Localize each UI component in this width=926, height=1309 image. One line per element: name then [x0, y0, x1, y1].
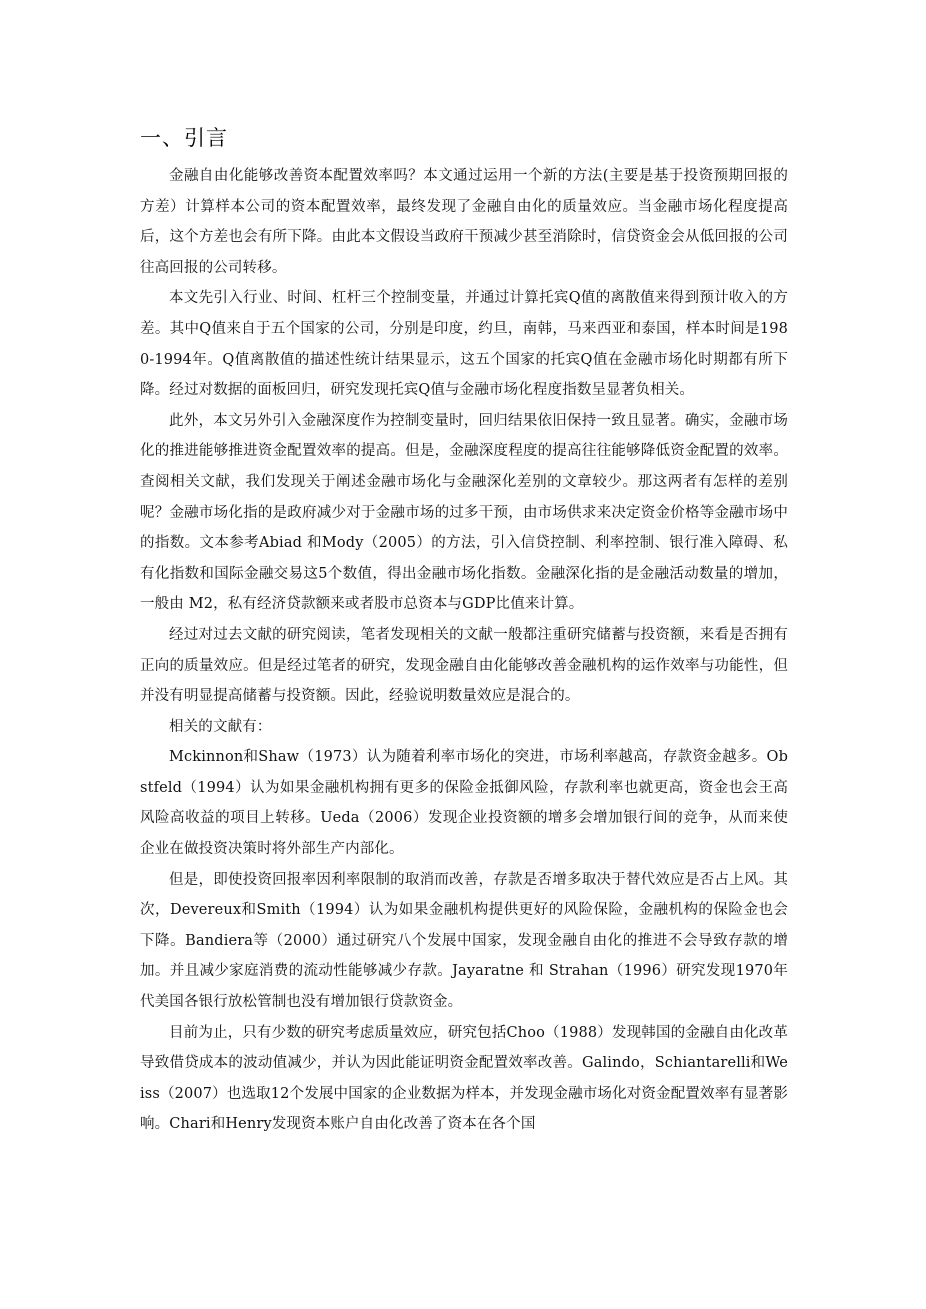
- paragraph-4: 经过对过去文献的研究阅读，笔者发现相关的文献一般都注重研究储蓄与投资额，来看是否拥有正向的质量效应。但是经过笔者的研究，发现金融自由化能够改善金融机构的运作效率与功能性，但并没有明显提高储蓄与投资额。因此，经验说明数量效应是混合的。: [140, 626, 788, 705]
- paragraph-8: 目前为止，只有少数的研究考虑质量效应，研究包括Choo（1988）发现韩国的金融自由化改革导致借贷成本的波动值减少，并认为因此能证明资金配置效率改善。Galindo，Schiantarelli和Weiss（2007）也选取12个发展中国家的企业数据为样本，并发现金融市场化对资金配置效率有显著影响。Chari和Henry发现资本账户自由化改善了资本在各个国: [140, 1024, 788, 1133]
- paragraph-3: 此外，本文另外引入金融深度作为控制变量时，回归结果依旧保持一致且显著。确实，金融市场化的推进能够推进资金配置效率的提高。但是，金融深度程度的提高往往能够降低资金配置的效率。查阅相关文献，我们发现关于阐述金融市场化与金融深化差别的文章较少。那这两者有怎样的差别呢？金融市场化指的是政府减少对于金融市场的过多干预，由市场供求来决定资金价格等金融市场中的指数。文本参考Abiad 和Mody（2005）的方法，引入信贷控制、利率控制、银行准入障碍、私有化指数和国际金融交易这5个数值，得出金融市场化指数。金融深化指的是金融活动数量的增加，一般由 M2，私有经济贷款额来或者股市总资本与GDP比值来计算。: [140, 412, 788, 613]
- section-heading: 一、引言: [140, 126, 228, 150]
- body-text: [140, 161, 788, 1140]
- paragraph-7: 但是，即使投资回报率因利率限制的取消而改善，存款是否增多取决于替代效应是否占上风。其次，Devereux和Smith（1994）认为如果金融机构提供更好的风险保险，金融机构的保险金也会下降。Bandiera等（2000）通过研究八个发展中国家，发现金融自由化的推进不会导致存款的增加。并且减少家庭消费的流动性能够减少存款。Jayaratne 和 Strahan（1996）研究发现1970年代美国各银行放松管制也没有增加银行贷款资金。: [140, 871, 788, 1011]
- paragraph-1: 金融自由化能够改善资本配置效率吗？本文通过运用一个新的方法(主要是基于投资预期回报的方差）计算样本公司的资本配置效率，最终发现了金融自由化的质量效应。当金融市场化程度提高后，这个方差也会有所下降。由此本文假设当政府干预减少甚至消除时，信贷资金会从低回报的公司往高回报的公司转移。: [140, 168, 788, 276]
- paragraph-2: 本文先引入行业、时间、杠杆三个控制变量，并通过计算托宾Q值的离散值来得到预计收入的方差。其中Q值来自于五个国家的公司，分别是印度，约旦，南韩，马来西亚和泰国，样本时间是1980-1994年。Q值离散值的描述性统计结果显示，这五个国家的托宾Q值在金融市场化时期都有所下降。经过对数据的面板回归，研究发现托宾Q值与金融市场化程度指数呈显著负相关。: [140, 290, 788, 399]
- paragraph-5: 相关的文献有：: [169, 718, 272, 735]
- paragraph-6: Mckinnon和Shaw（1973）认为随着利率市场化的突进，市场利率越高，存款资金越多。Obstfeld（1994）认为如果金融机构拥有更多的保险金抵御风险，存款利率也就更高，资金也会王高风险高收益的项目上转移。Ueda（2006）发现企业投资额的增多会增加银行间的竞争，从而来使企业在做投资决策时将外部生产内部化。: [140, 749, 788, 858]
